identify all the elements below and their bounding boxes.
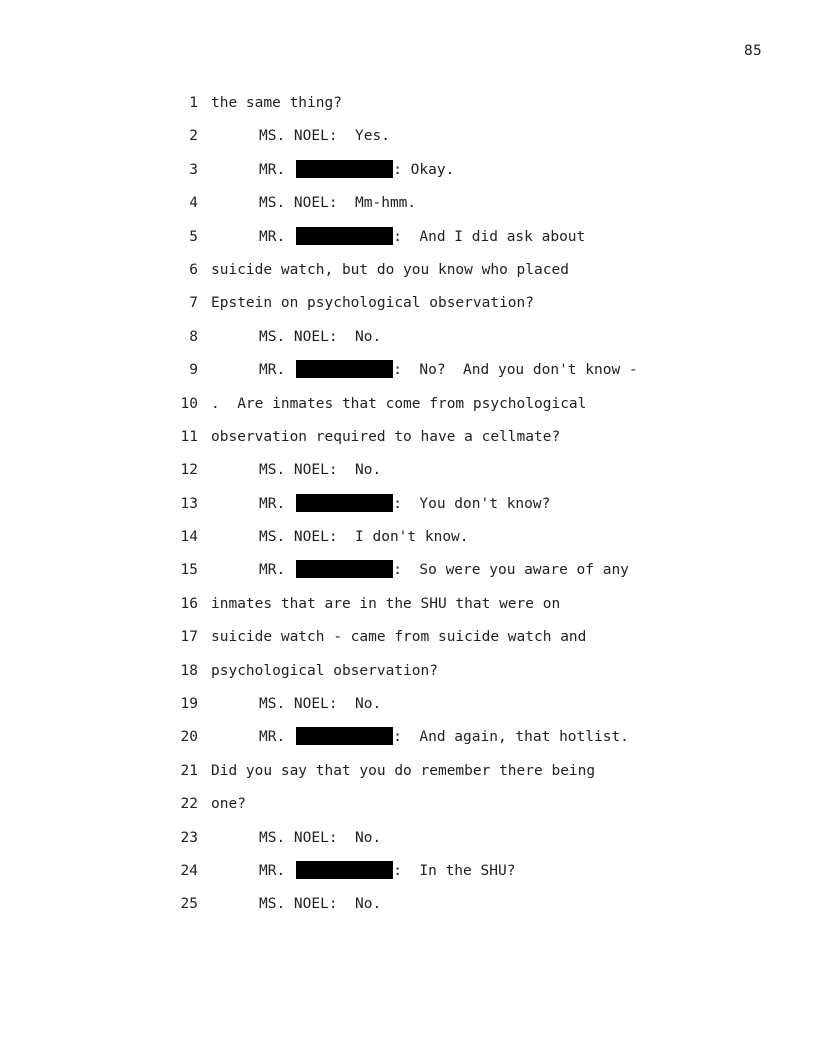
line-text [211,159,454,182]
speaker-prefix: MR. [259,362,286,379]
line-text [211,192,416,215]
line-content: MS. NOEL: No. [259,462,382,479]
line-text [211,259,569,282]
line-text [211,660,438,683]
transcript-line [0,92,816,125]
line-text [211,760,595,783]
speaker-prefix: MR. [259,161,286,178]
line-content: : Okay. [393,161,455,178]
line-number: 13 [180,495,198,512]
line-content: suicide watch, but do you know who placed [211,261,569,278]
transcript-line [0,159,816,192]
redaction-block [296,727,393,745]
line-text [211,693,381,716]
line-number: 3 [189,161,198,178]
line-number: 25 [180,896,198,913]
line-text [211,593,560,616]
line-number: 9 [189,362,198,379]
redaction-block [296,360,393,378]
line-content: : You don't know? [393,495,551,512]
line-content: MS. NOEL: No. [259,328,382,345]
transcript-line [0,426,816,459]
line-text [211,292,534,315]
line-text [211,226,585,249]
line-number: 17 [180,629,198,646]
line-number: 14 [180,529,198,546]
line-content: MS. NOEL: I don't know. [259,529,469,546]
line-number: 6 [189,261,198,278]
line-number: 11 [180,428,198,445]
line-number: 22 [180,796,198,813]
line-content: : And again, that hotlist. [393,729,629,746]
line-content: MS. NOEL: No. [259,696,382,713]
line-number: 1 [189,95,198,111]
line-content: inmates that are in the SHU that were on [211,595,561,612]
line-content: observation required to have a cellmate? [211,428,561,445]
line-content: MS. NOEL: No. [259,829,382,846]
line-text [211,459,381,482]
speaker-prefix: MR. [259,228,286,245]
transcript-line [0,693,816,726]
line-content: psychological observation? [211,662,438,679]
line-content: MS. NOEL: Mm-hmm. [259,195,417,212]
speaker-prefix: MR. [259,495,286,512]
line-text [211,526,469,549]
transcript-body [0,92,816,927]
line-number: 19 [180,696,198,713]
transcript-line [0,125,816,158]
transcript-line [0,526,816,559]
line-text [211,426,560,449]
line-content: . Are inmates that come from psychological [211,395,587,412]
line-content: : And I did ask about [393,228,586,245]
line-number: 7 [189,295,198,312]
line-content: MS. NOEL: No. [259,896,382,913]
line-number: 10 [180,395,198,412]
line-text [211,559,629,582]
line-content: suicide watch - came from suicide watch and [211,629,587,646]
line-number: 16 [180,595,198,612]
transcript-line [0,827,816,860]
line-number: 5 [189,228,198,245]
line-content: : No? And you don't know - [393,362,638,379]
line-number: 12 [180,462,198,479]
transcript-line [0,226,816,259]
line-content: MS. NOEL: Yes. [259,128,390,145]
redaction-block [296,494,393,512]
line-text [211,827,381,850]
transcript-line [0,593,816,626]
line-content: one? [211,796,246,813]
line-content: Epstein on psychological observation? [211,295,535,312]
transcript-line [0,893,816,926]
line-content: Did you say that you do remember there being [211,762,596,779]
transcript-line [0,760,816,793]
transcript-line [0,292,816,325]
page-number: 85 [743,43,762,59]
line-text [211,493,550,516]
line-text [211,793,246,816]
speaker-prefix: MR. [259,862,286,879]
line-text [211,92,342,115]
line-number: 21 [180,762,198,779]
line-content: : In the SHU? [393,862,516,879]
speaker-prefix: MR. [259,562,286,579]
line-text [211,893,381,916]
line-content: the same thing? [211,95,342,111]
transcript-line [0,726,816,759]
transcript-line [0,793,816,826]
transcript-line [0,660,816,693]
speaker-prefix: MR. [259,729,286,746]
transcript-line [0,259,816,292]
line-content: : So were you aware of any [393,562,629,579]
line-number: 20 [180,729,198,746]
line-number: 24 [180,862,198,879]
line-number: 8 [189,328,198,345]
line-text [211,860,515,883]
line-number: 2 [189,128,198,145]
redaction-block [296,160,393,178]
line-text [211,326,381,349]
transcript-line [0,192,816,225]
line-number: 23 [180,829,198,846]
line-text [211,726,629,749]
line-number: 15 [180,562,198,579]
line-number: 18 [180,662,198,679]
transcript-line [0,559,816,592]
transcript-line [0,359,816,392]
transcript-line [0,626,816,659]
transcript-line [0,459,816,492]
line-text [211,125,390,148]
redaction-block [296,861,393,879]
transcript-line [0,393,816,426]
line-number: 4 [189,195,198,212]
redaction-block [296,227,393,245]
line-text [211,393,586,416]
redaction-block [296,560,393,578]
transcript-line [0,860,816,893]
line-text [211,359,638,382]
transcript-line [0,493,816,526]
transcript-line [0,326,816,359]
line-text [211,626,586,649]
